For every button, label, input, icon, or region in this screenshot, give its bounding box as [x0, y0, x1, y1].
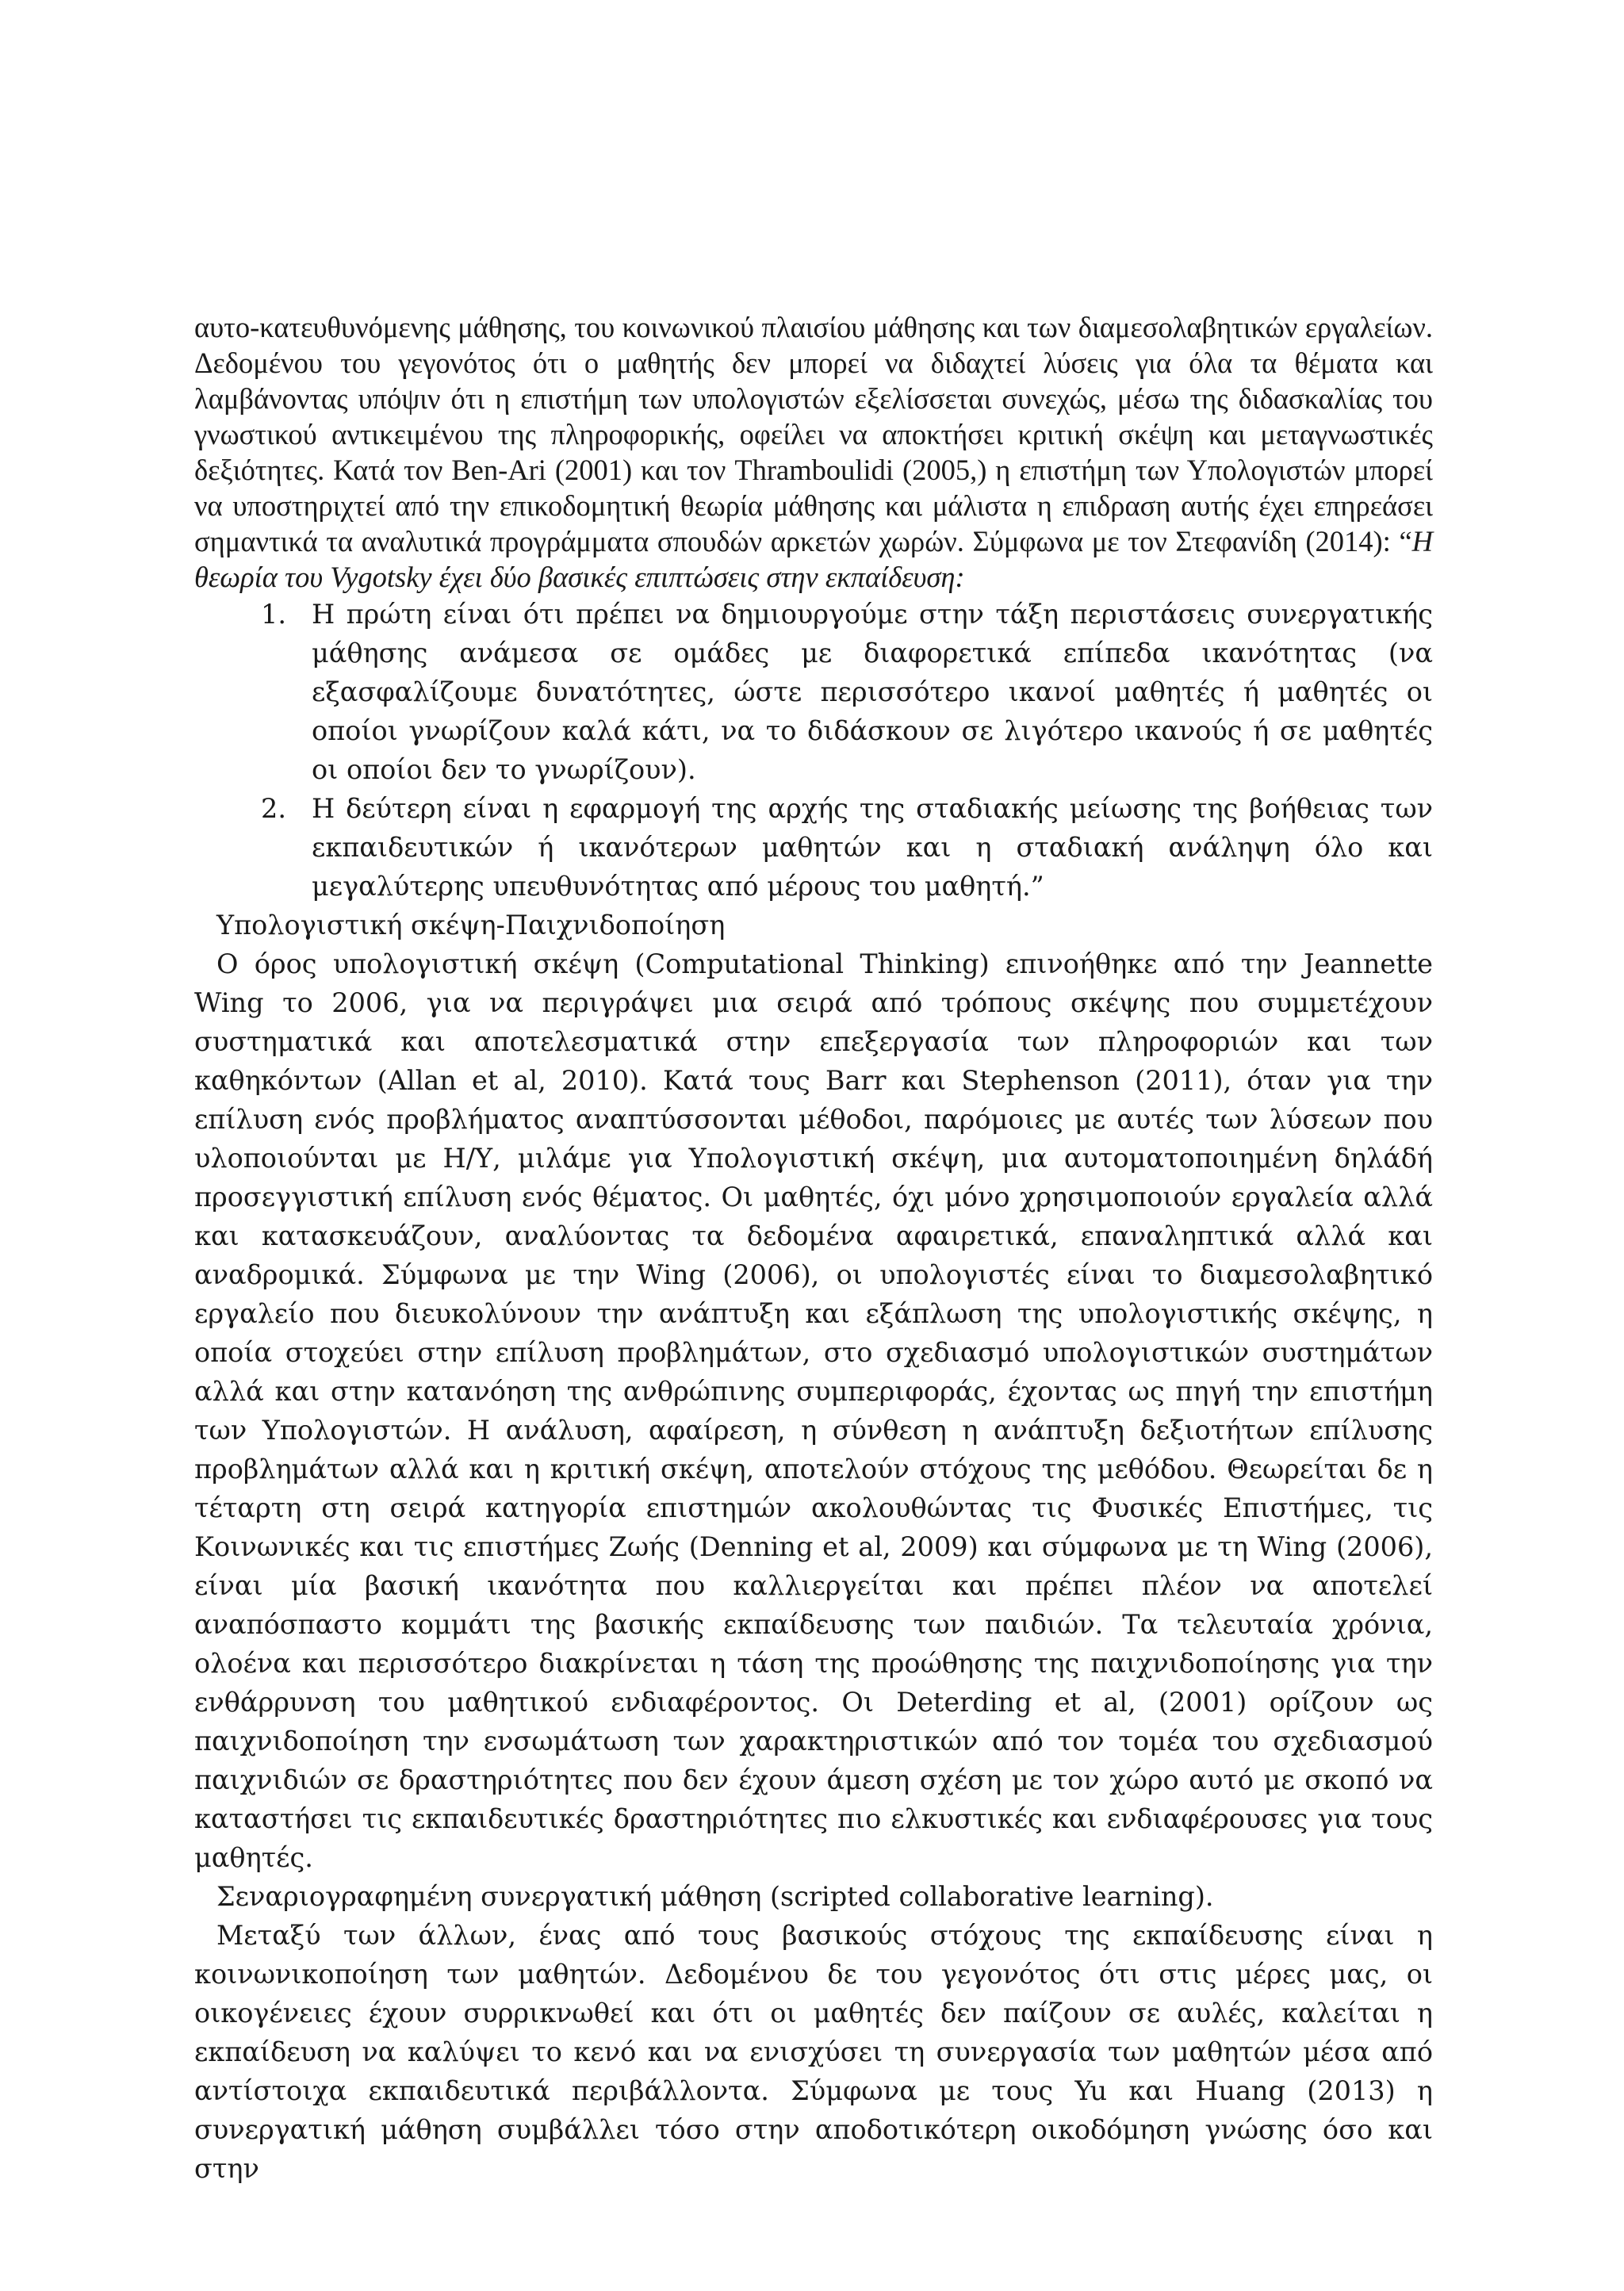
- numbered-list: [194, 595, 1433, 906]
- document-page: [194, 309, 1433, 2188]
- quote-intro: Η θεωρία του Vygotsky έχει δύο βασικές επιπτώσεις στην εκπαίδευση:: [194, 525, 1433, 593]
- list-item-text: Η δεύτερη είναι η εφαρμογή της αρχής της σταδιακής μείωσης της βοήθειας των εκπαιδευτικών ή ικανότερων μαθητών και η σταδιακή ανάληψη όλο και μεγαλύτερης υπευθυνότητας από μέρους του μαθητή.”: [312, 793, 1433, 902]
- section-paragraph-scripted-learning: Μεταξύ των άλλων, ένας από τους βασικούς στόχους της εκπαίδευσης είναι η κοινωνικοποίηση των μαθητών. Δεδομένου δε του γεγονότος ότι στις μέρες μας, οι οικογένειες έχουν συρρικνωθεί και ότι οι μαθητές δεν παίζουν σε αυλές, καλείται η εκπαίδευση να καλύψει το κενό και να ενισχύσει τη συνεργασία των μαθητών μέσα από αντίστοιχα εκπαιδευτικά περιβάλλοντα. Σύμφωνα με τους Yu και Huang (2013) η συνεργατική μάθηση συμβάλλει τόσο στην αποδοτικότερη οικοδόμηση γνώσης όσο και στην: [194, 1920, 1433, 2184]
- list-item-number: 2.: [261, 793, 286, 824]
- list-item-text: Η πρώτη είναι ότι πρέπει να δημιουργούμε στην τάξη περιστάσεις συνεργατικής μάθησης ανάμεσα σε ομάδες με διαφορετικά επίπεδα ικανότητας (να εξασφαλίζουμε δυνατότητες, ώστε περισσότερο ικανοί μαθητές ή μαθητές οι οποίοι γνωρίζουν καλά κάτι, να το διδάσκουν σε λιγότερο ικανούς ή σε μαθητές οι οποίοι δεν το γνωρίζουν).: [312, 599, 1433, 785]
- section-paragraph-computational-thinking: Ο όρος υπολογιστική σκέψη (Computational Thinking) επινοήθηκε από την Jeannette Wing το 2006, για να περιγράψει μια σειρά από τρόπους σκέψης που συμμετέχουν συστηματικά και αποτελεσματικά στην επεξεργασία των πληροφοριών και των καθηκόντων (Allan et al, 2010). Κατά τους Barr και Stephenson (2011), όταν για την επίλυση ενός προβλήματος αναπτύσσονται μέθοδοι, παρόμοιες με αυτές των λύσεων που υλοποιούνται με Η/Υ, μιλάμε για Υπολογιστική σκέψη, μια αυτοματοποιημένη δηλάδή προσεγγιστική επίλυση ενός θέματος. Οι μαθητές, όχι μόνο χρησιμοποιούν εργαλεία αλλά και κατασκευάζουν, αναλύοντας τα δεδομένα αφαιρετικά, επαναληπτικά αλλά και αναδρομικά. Σύμφωνα με την Wing (2006), οι υπολογιστές είναι το διαμεσολαβητικό εργαλείο που διευκολύνουν την ανάπτυξη και εξάπλωση της υπολογιστικής σκέψης, η οποία στοχεύει στην επίλυση προβλημάτων, στο σχεδιασμό υπολογιστικών συστημάτων αλλά και στην κατανόηση της ανθρώπινης συμπεριφοράς, έχοντας ως πηγή την επιστήμη των Υπολογιστών. Η ανάλυση, αφαίρεση, η σύνθεση η ανάπτυξη δεξιοτήτων επίλυσης προβλημάτων αλλά και η κριτική σκέψη, αποτελούν στόχους της μεθόδου. Θεωρείται δε η τέταρτη στη σειρά κατηγορία επιστημών ακολουθώντας τις Φυσικές Επιστήμες, τις Κοινωνικές και τις επιστήμες Ζωής (Denning et al, 2009) και σύμφωνα με τη Wing (2006), είναι μία βασική ικανότητα που καλλιεργείται και πρέπει πλέον να αποτελεί αναπόσπαστο κομμάτι της βασικής εκπαίδευσης των παιδιών. Τα τελευταία χρόνια, ολοένα και περισσότερο διακρίνεται η τάση της προώθησης της παιχνιδοποίησης για την ενθάρρυνση του μαθητικού ενδιαφέροντος. Οι Deterding et al, (2001) ορίζουν ως παιχνιδοποίηση την ενσωμάτωση των χαρακτηριστικών από τον τομέα του σχεδιασμού παιχνιδιών σε δραστηριότητες που δεν έχουν άμεση σχέση με τον χώρο αυτό με σκοπό να καταστήσει τις εκπαιδευτικές δραστηριότητες πιο ελκυστικές και ενδιαφέρουσες για τους μαθητές.: [194, 948, 1433, 1873]
- section-heading-computational-thinking: Υπολογιστική σκέψη-Παιχνιδοποίηση: [216, 910, 726, 941]
- intro-paragraph: [194, 309, 1433, 595]
- list-item: [194, 789, 1433, 906]
- list-item-number: 1.: [261, 599, 286, 630]
- section-heading-scripted-learning: Σεναριογραφημένη συνεργατική μάθηση (scripted collaborative learning).: [216, 1881, 1214, 1912]
- list-item: [194, 595, 1433, 789]
- intro-paragraph-text: αυτο-κατευθυνόμενης μάθησης, του κοινωνικού πλαισίου μάθησης και των διαμεσολαβητικών εργαλείων. Δεδομένου του γεγονότος ότι ο μαθητής δεν μπορεί να διδαχτεί λύσεις για όλα τα θέματα και λαμβάνοντας υπόψιν ότι η επιστήμη των υπολογιστών εξελίσσεται συνεχώς, μέσω της διδασκαλίας του γνωστικού αντικειμένου της πληροφορικής, οφείλει να αποκτήσει κριτική σκέψη και μεταγνωστικές δεξιότητες. Κατά τον Ben-Ari (2001) και τον Thramboulidi (2005,) η επιστήμη των Υπολογιστών μπορεί να υποστηριχτεί από την επικοδομητική θεωρία μάθησης και μάλιστα η επιδραση αυτής έχει επηρεάσει σημαντικά τα αναλυτικά προγράμματα σπουδών αρκετών χωρών. Σύμφωνα με τον Στεφανίδη (2014): “: [194, 311, 1433, 557]
